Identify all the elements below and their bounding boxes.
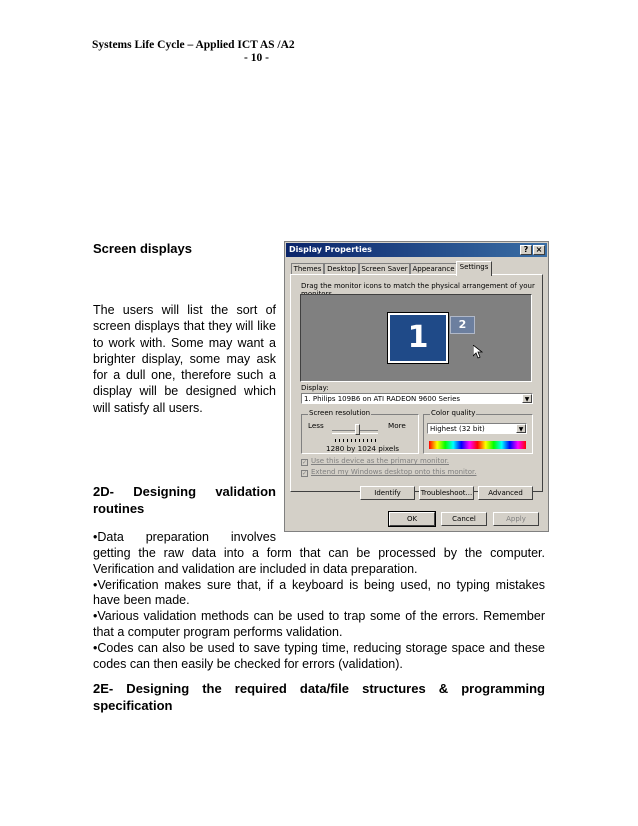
resolution-more-label: More xyxy=(388,421,406,430)
monitor-arrangement-area xyxy=(300,294,532,382)
ok-button[interactable]: OK xyxy=(389,512,435,526)
color-quality-value: Highest (32 bit) xyxy=(430,425,485,433)
header-title: Systems Life Cycle – Applied ICT AS /A2 xyxy=(92,39,295,51)
color-quality-select[interactable] xyxy=(427,423,527,434)
heading-screen-displays: Screen displays xyxy=(93,241,192,256)
body-text-2d xyxy=(93,546,545,672)
resolution-value: 1280 by 1024 pixels xyxy=(326,444,400,453)
cancel-button[interactable]: Cancel xyxy=(441,512,487,526)
screen-resolution-group xyxy=(301,409,419,454)
tab-appearance[interactable]: Appearance xyxy=(410,263,457,275)
extend-desktop-label: Extend my Windows desktop onto this monitor. xyxy=(311,468,477,476)
dialog-title: Display Properties xyxy=(289,245,372,254)
screen-resolution-label: Screen resolution xyxy=(309,409,371,417)
color-quality-group xyxy=(423,409,533,454)
display-label: Display: xyxy=(301,384,329,392)
checkbox-checked-icon: ✓ xyxy=(302,459,308,466)
paragraph: •Codes can also be used to save typing time, reducing storage space and these codes can then easily be checked for errors (validation). xyxy=(93,640,545,671)
color-spectrum-bar xyxy=(429,441,526,449)
checkbox-checked-icon: ✓ xyxy=(302,470,308,477)
resolution-slider-thumb[interactable] xyxy=(355,424,360,435)
paragraph: getting the raw data into a form that can be processed by the computer. Verification and validation are included in data preparation. xyxy=(93,546,545,576)
resolution-slider-ticks xyxy=(335,439,377,442)
chevron-down-icon[interactable]: ▼ xyxy=(522,394,532,403)
advanced-button[interactable]: Advanced xyxy=(478,486,533,500)
identify-button[interactable]: Identify xyxy=(360,486,415,500)
tab-screen-saver[interactable]: Screen Saver xyxy=(359,263,410,275)
tab-settings[interactable]: Settings xyxy=(456,261,492,276)
heading-2d-line2: routines xyxy=(93,500,145,516)
help-button[interactable]: ? xyxy=(520,245,532,255)
instruction-text: Drag the monitor icons to match the physical arrangement of your xyxy=(301,282,535,290)
paragraph: •Verification makes sure that, if a keyboard is being used, no typing mistakes have been made. xyxy=(93,577,545,608)
heading-2d-line1: 2D- Designing validation xyxy=(93,484,276,499)
tab-desktop[interactable]: Desktop xyxy=(324,263,359,275)
display-properties-dialog xyxy=(284,241,549,532)
apply-button[interactable]: Apply xyxy=(493,512,539,526)
paragraph-screen-displays: The users will list the sort of screen displays that they will like to work with. Some may want a brighter display, some may ask for a dull one, therefore such a display will be designed which will satisfy all users. xyxy=(93,303,276,415)
color-quality-label: Color quality xyxy=(431,409,476,417)
troubleshoot-button[interactable]: Troubleshoot... xyxy=(419,486,474,500)
tab-themes[interactable]: Themes xyxy=(291,263,324,275)
dialog-titlebar xyxy=(286,243,547,257)
heading-2e: 2E- Designing the required data/file structures & programming specification xyxy=(93,681,545,713)
extend-desktop-checkbox[interactable] xyxy=(301,468,476,477)
monitor-2-icon[interactable]: 2 xyxy=(450,316,475,334)
primary-monitor-checkbox[interactable] xyxy=(301,457,449,466)
mouse-cursor-icon xyxy=(473,345,483,359)
heading-2d xyxy=(93,484,276,517)
close-button[interactable]: × xyxy=(533,245,545,255)
paragraph: •Various validation methods can be used to trap some of the errors. Remember that a computer program performs validation. xyxy=(93,609,545,639)
primary-monitor-label: Use this device as the primary monitor. xyxy=(311,457,449,465)
bullet-data-preparation: •Data preparation involves xyxy=(93,530,276,544)
resolution-less-label: Less xyxy=(308,421,324,430)
display-select-value: 1. Philips 109B6 on ATI RADEON 9600 Series xyxy=(304,395,461,403)
page-number: - 10 - xyxy=(244,52,269,64)
display-select[interactable] xyxy=(301,393,533,404)
chevron-down-icon[interactable]: ▼ xyxy=(516,424,526,433)
monitor-1-icon[interactable]: 1 xyxy=(388,313,448,363)
